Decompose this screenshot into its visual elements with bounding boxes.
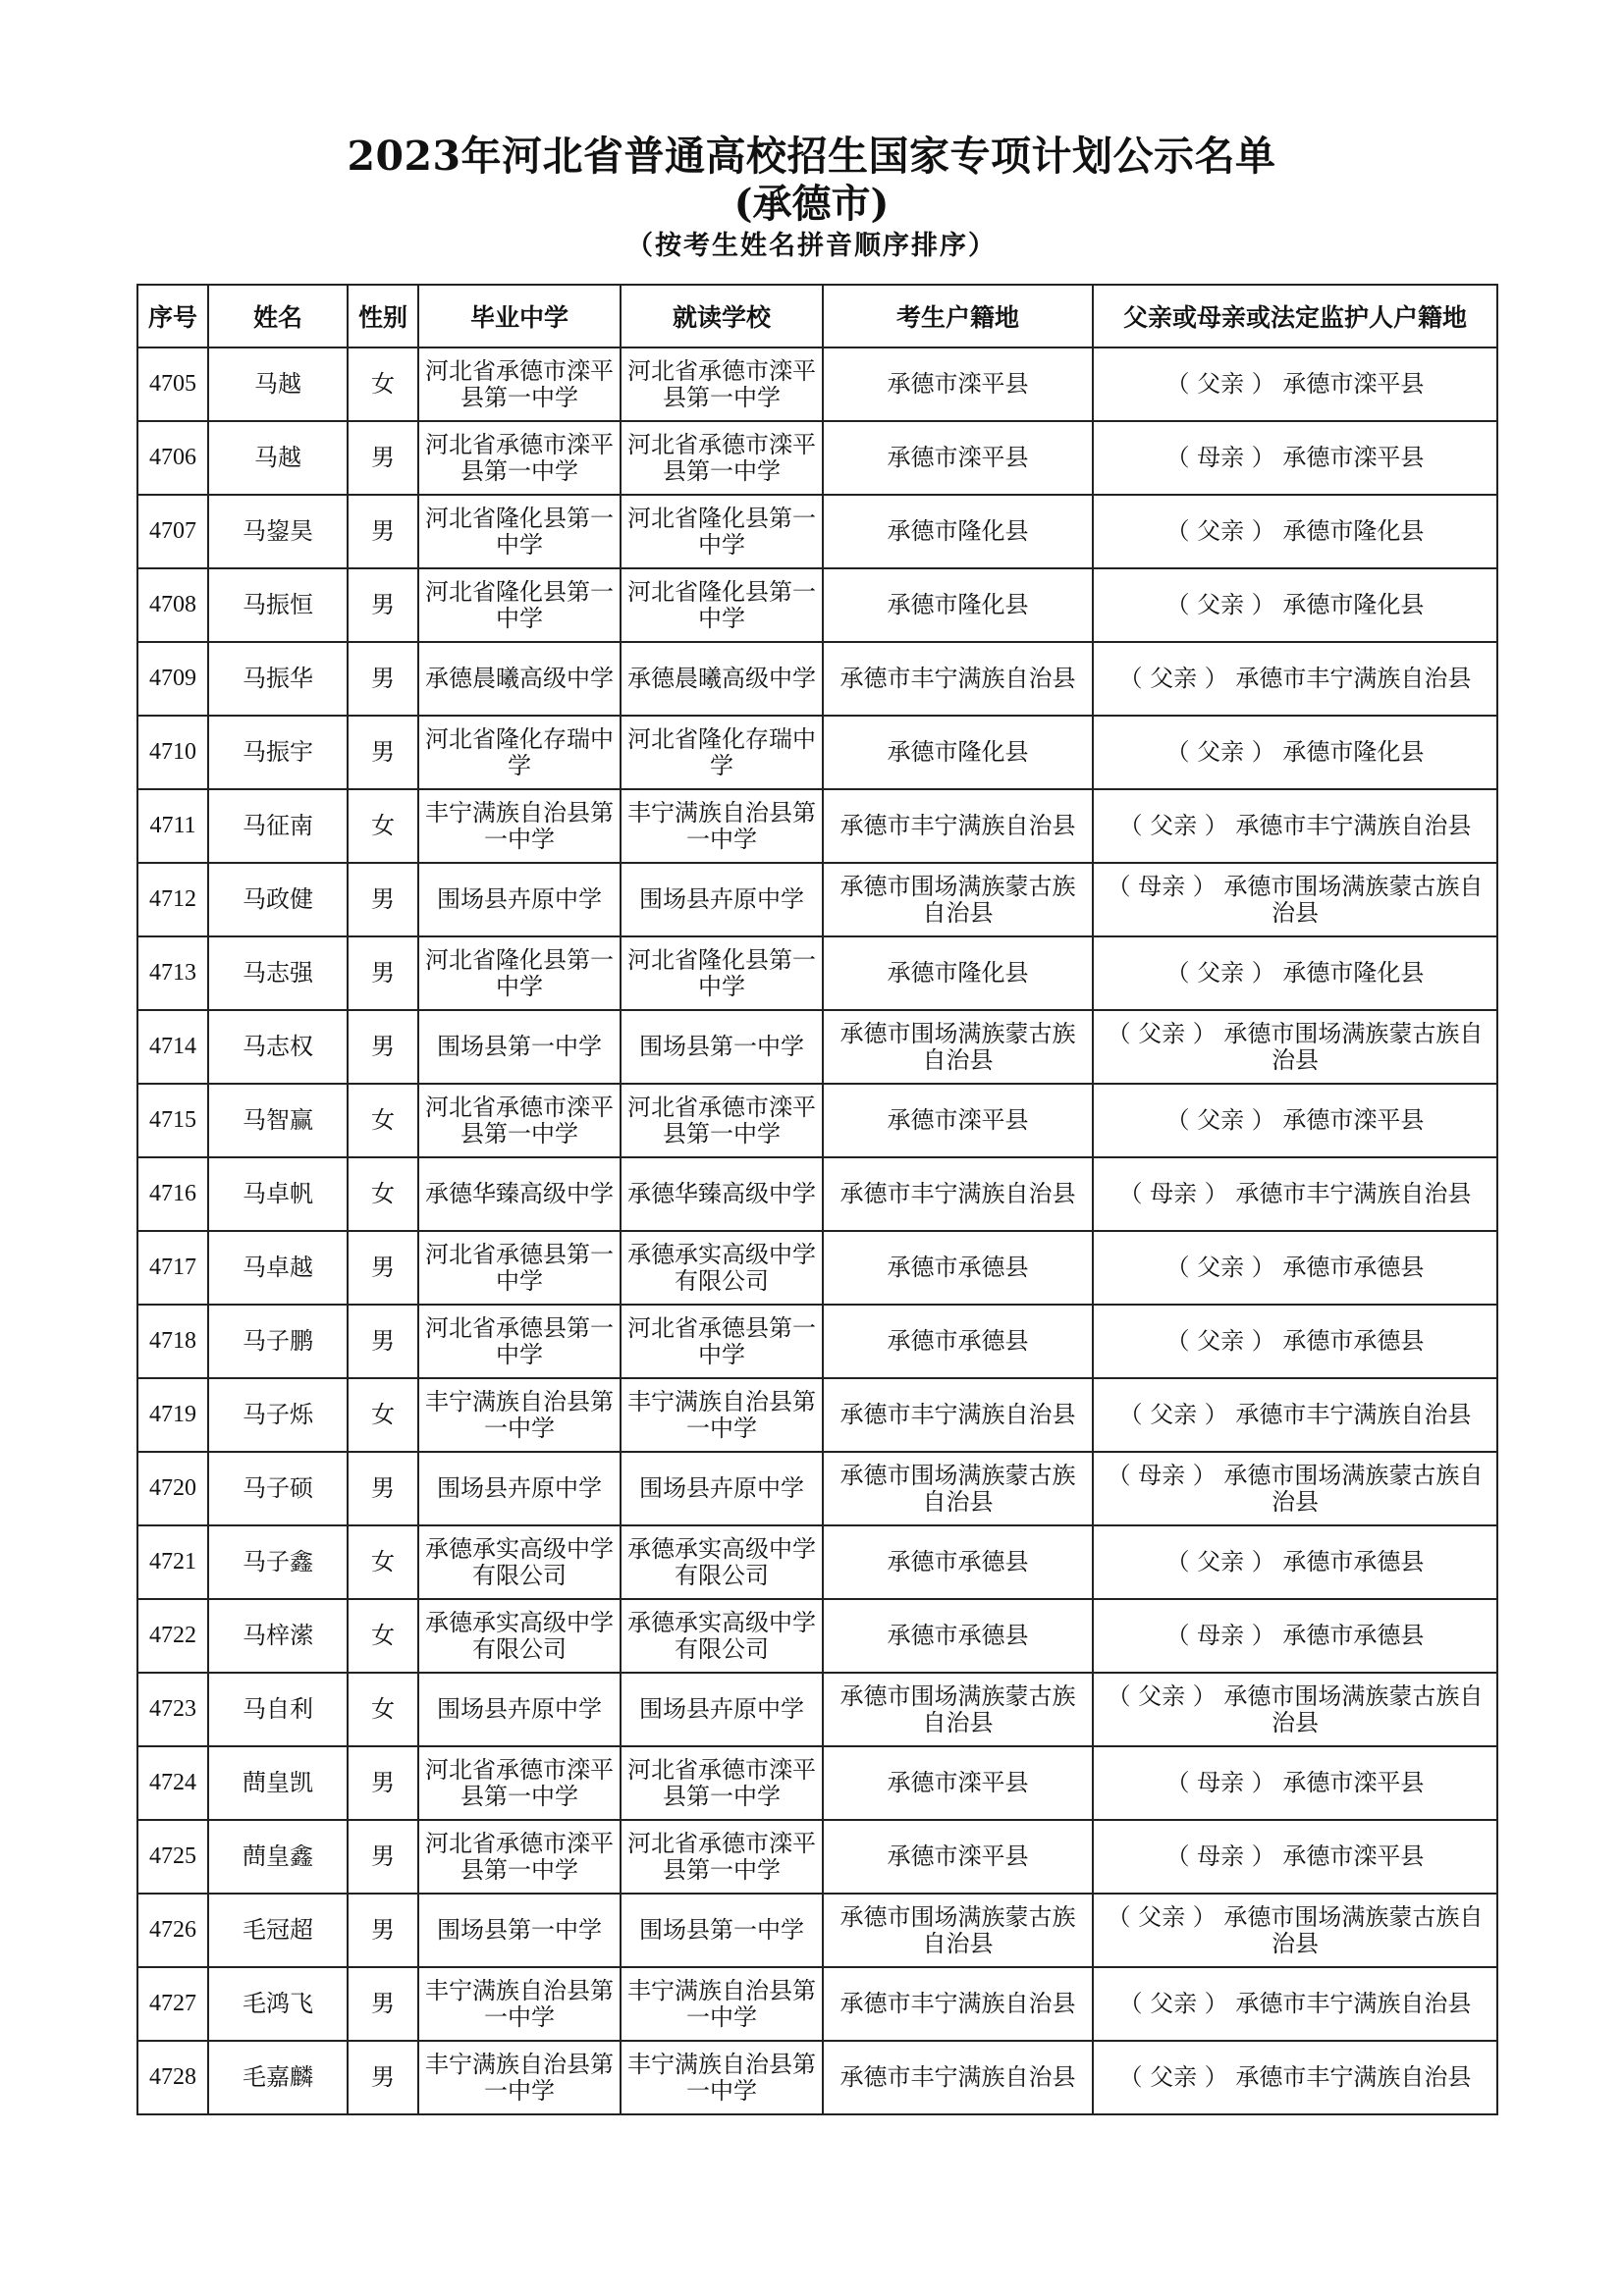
cell-index: 4721 <box>137 1525 208 1599</box>
cell-current-school: 河北省承德市滦平县第一中学 <box>621 1084 823 1157</box>
cell-current-school: 河北省隆化县第一中学 <box>621 495 823 568</box>
cell-index: 4708 <box>137 568 208 642</box>
cell-guardian-hukou: （ 父亲 ） 承德市隆化县 <box>1093 936 1497 1010</box>
header-name: 姓名 <box>208 285 348 347</box>
cell-gender: 男 <box>348 863 418 936</box>
cell-index: 4724 <box>137 1746 208 1820</box>
cell-graduated-school: 河北省承德市滦平县第一中学 <box>418 1746 621 1820</box>
table-row <box>137 1305 1497 1378</box>
header-current-school: 就读学校 <box>621 285 823 347</box>
cell-guardian-hukou: （ 父亲 ） 承德市丰宁满族自治县 <box>1093 1967 1497 2041</box>
cell-guardian-hukou: （ 父亲 ） 承德市隆化县 <box>1093 495 1497 568</box>
cell-current-school: 承德承实高级中学有限公司 <box>621 1599 823 1673</box>
cell-index: 4709 <box>137 642 208 716</box>
cell-gender: 男 <box>348 568 418 642</box>
cell-graduated-school: 丰宁满族自治县第一中学 <box>418 789 621 863</box>
cell-name: 马卓帆 <box>208 1157 348 1231</box>
table-row <box>137 863 1497 936</box>
cell-gender: 男 <box>348 642 418 716</box>
cell-guardian-hukou: （ 父亲 ） 承德市丰宁满族自治县 <box>1093 789 1497 863</box>
table-row <box>137 1231 1497 1305</box>
table-row <box>137 1378 1497 1452</box>
table-row <box>137 1746 1497 1820</box>
cell-graduated-school: 河北省承德市滦平县第一中学 <box>418 1084 621 1157</box>
table-row <box>137 1525 1497 1599</box>
cell-index: 4705 <box>137 347 208 421</box>
header-gender: 性别 <box>348 285 418 347</box>
cell-name: 马子鑫 <box>208 1525 348 1599</box>
sort-note: （按考生姓名拼音顺序排序） <box>626 231 997 261</box>
cell-index: 4707 <box>137 495 208 568</box>
cell-name: 马振恒 <box>208 568 348 642</box>
cell-gender: 女 <box>348 1525 418 1599</box>
cell-student-hukou: 承德市丰宁满族自治县 <box>823 642 1093 716</box>
page-subtitle: (承德市) <box>733 181 890 227</box>
cell-graduated-school: 丰宁满族自治县第一中学 <box>418 2041 621 2114</box>
cell-student-hukou: 承德市围场满族蒙古族自治县 <box>823 1673 1093 1746</box>
table-row <box>137 421 1497 495</box>
cell-student-hukou: 承德市承德县 <box>823 1599 1093 1673</box>
cell-graduated-school: 河北省承德市滦平县第一中学 <box>418 1820 621 1894</box>
cell-gender: 女 <box>348 1378 418 1452</box>
cell-current-school: 围场县卉原中学 <box>621 1673 823 1746</box>
cell-gender: 女 <box>348 1084 418 1157</box>
cell-guardian-hukou: （ 父亲 ） 承德市丰宁满族自治县 <box>1093 2041 1497 2114</box>
cell-graduated-school: 承德华臻高级中学 <box>418 1157 621 1231</box>
cell-guardian-hukou: （ 母亲 ） 承德市滦平县 <box>1093 421 1497 495</box>
cell-gender: 男 <box>348 1967 418 2041</box>
cell-name: 马自利 <box>208 1673 348 1746</box>
cell-guardian-hukou: （ 父亲 ） 承德市丰宁满族自治县 <box>1093 642 1497 716</box>
cell-name: 马振宇 <box>208 716 348 789</box>
cell-index: 4718 <box>137 1305 208 1378</box>
cell-gender: 女 <box>348 347 418 421</box>
table-row <box>137 347 1497 421</box>
table-row <box>137 1010 1497 1084</box>
cell-gender: 男 <box>348 1231 418 1305</box>
table-row <box>137 495 1497 568</box>
cell-graduated-school: 围场县卉原中学 <box>418 1673 621 1746</box>
cell-graduated-school: 河北省隆化县第一中学 <box>418 495 621 568</box>
cell-name: 马卓越 <box>208 1231 348 1305</box>
cell-gender: 男 <box>348 2041 418 2114</box>
cell-name: 马征南 <box>208 789 348 863</box>
cell-index: 4706 <box>137 421 208 495</box>
cell-guardian-hukou: （ 父亲 ） 承德市承德县 <box>1093 1231 1497 1305</box>
cell-guardian-hukou: （ 父亲 ） 承德市围场满族蒙古族自治县 <box>1093 1010 1497 1084</box>
cell-current-school: 丰宁满族自治县第一中学 <box>621 789 823 863</box>
cell-graduated-school: 河北省隆化存瑞中学 <box>418 716 621 789</box>
cell-name: 马梓潆 <box>208 1599 348 1673</box>
cell-name: 毛嘉麟 <box>208 2041 348 2114</box>
cell-student-hukou: 承德市承德县 <box>823 1305 1093 1378</box>
cell-student-hukou: 承德市隆化县 <box>823 716 1093 789</box>
cell-gender: 男 <box>348 1010 418 1084</box>
cell-name: 马子鹏 <box>208 1305 348 1378</box>
cell-index: 4715 <box>137 1084 208 1157</box>
cell-graduated-school: 河北省承德县第一中学 <box>418 1231 621 1305</box>
cell-gender: 女 <box>348 1157 418 1231</box>
cell-guardian-hukou: （ 父亲 ） 承德市隆化县 <box>1093 716 1497 789</box>
cell-index: 4710 <box>137 716 208 789</box>
table-row <box>137 1452 1497 1525</box>
cell-current-school: 河北省承德县第一中学 <box>621 1305 823 1378</box>
header-index: 序号 <box>137 285 208 347</box>
cell-gender: 女 <box>348 1673 418 1746</box>
table-row <box>137 2041 1497 2114</box>
table-row <box>137 1599 1497 1673</box>
cell-current-school: 丰宁满族自治县第一中学 <box>621 1378 823 1452</box>
roster-table <box>136 284 1498 2115</box>
cell-current-school: 河北省承德市滦平县第一中学 <box>621 347 823 421</box>
cell-index: 4720 <box>137 1452 208 1525</box>
cell-gender: 男 <box>348 421 418 495</box>
cell-current-school: 河北省承德市滦平县第一中学 <box>621 421 823 495</box>
cell-guardian-hukou: （ 母亲 ） 承德市围场满族蒙古族自治县 <box>1093 1452 1497 1525</box>
cell-name: 马政健 <box>208 863 348 936</box>
page-title: 2023年河北省普通高校招生国家专项计划公示名单 <box>347 133 1276 180</box>
cell-name: 马志权 <box>208 1010 348 1084</box>
cell-student-hukou: 承德市承德县 <box>823 1231 1093 1305</box>
cell-current-school: 围场县第一中学 <box>621 1010 823 1084</box>
cell-name: 蔄皇鑫 <box>208 1820 348 1894</box>
cell-student-hukou: 承德市围场满族蒙古族自治县 <box>823 1452 1093 1525</box>
cell-current-school: 河北省隆化存瑞中学 <box>621 716 823 789</box>
cell-student-hukou: 承德市滦平县 <box>823 1746 1093 1820</box>
table-row <box>137 1084 1497 1157</box>
cell-guardian-hukou: （ 父亲 ） 承德市围场满族蒙古族自治县 <box>1093 1894 1497 1967</box>
cell-graduated-school: 河北省承德县第一中学 <box>418 1305 621 1378</box>
cell-name: 马智赢 <box>208 1084 348 1157</box>
cell-student-hukou: 承德市隆化县 <box>823 568 1093 642</box>
cell-graduated-school: 河北省承德市滦平县第一中学 <box>418 347 621 421</box>
table-row <box>137 1894 1497 1967</box>
cell-current-school: 河北省承德市滦平县第一中学 <box>621 1746 823 1820</box>
cell-current-school: 承德晨曦高级中学 <box>621 642 823 716</box>
cell-graduated-school: 围场县卉原中学 <box>418 863 621 936</box>
cell-gender: 男 <box>348 936 418 1010</box>
cell-guardian-hukou: （ 父亲 ） 承德市承德县 <box>1093 1305 1497 1378</box>
cell-student-hukou: 承德市围场满族蒙古族自治县 <box>823 863 1093 936</box>
cell-graduated-school: 承德承实高级中学有限公司 <box>418 1599 621 1673</box>
cell-name: 马子烁 <box>208 1378 348 1452</box>
cell-graduated-school: 围场县第一中学 <box>418 1010 621 1084</box>
cell-graduated-school: 丰宁满族自治县第一中学 <box>418 1378 621 1452</box>
cell-current-school: 围场县第一中学 <box>621 1894 823 1967</box>
cell-index: 4726 <box>137 1894 208 1967</box>
cell-guardian-hukou: （ 母亲 ） 承德市丰宁满族自治县 <box>1093 1157 1497 1231</box>
cell-student-hukou: 承德市滦平县 <box>823 421 1093 495</box>
table-row <box>137 1673 1497 1746</box>
cell-current-school: 围场县卉原中学 <box>621 1452 823 1525</box>
cell-graduated-school: 围场县卉原中学 <box>418 1452 621 1525</box>
cell-name: 蔄皇凯 <box>208 1746 348 1820</box>
cell-name: 马越 <box>208 421 348 495</box>
cell-index: 4714 <box>137 1010 208 1084</box>
cell-name: 毛冠超 <box>208 1894 348 1967</box>
cell-current-school: 承德华臻高级中学 <box>621 1157 823 1231</box>
header-student-hukou: 考生户籍地 <box>823 285 1093 347</box>
cell-graduated-school: 丰宁满族自治县第一中学 <box>418 1967 621 2041</box>
cell-name: 马振华 <box>208 642 348 716</box>
cell-gender: 男 <box>348 1820 418 1894</box>
header-graduated-school: 毕业中学 <box>418 285 621 347</box>
table-row <box>137 789 1497 863</box>
cell-index: 4717 <box>137 1231 208 1305</box>
cell-name: 马鋆昊 <box>208 495 348 568</box>
cell-graduated-school: 围场县第一中学 <box>418 1894 621 1967</box>
cell-current-school: 承德承实高级中学有限公司 <box>621 1231 823 1305</box>
header-guardian-hukou: 父亲或母亲或法定监护人户籍地 <box>1093 285 1497 347</box>
cell-index: 4719 <box>137 1378 208 1452</box>
cell-student-hukou: 承德市围场满族蒙古族自治县 <box>823 1894 1093 1967</box>
cell-name: 毛鸿飞 <box>208 1967 348 2041</box>
cell-student-hukou: 承德市滦平县 <box>823 1084 1093 1157</box>
cell-index: 4712 <box>137 863 208 936</box>
cell-student-hukou: 承德市丰宁满族自治县 <box>823 1967 1093 2041</box>
cell-index: 4727 <box>137 1967 208 2041</box>
cell-graduated-school: 河北省承德市滦平县第一中学 <box>418 421 621 495</box>
cell-name: 马子硕 <box>208 1452 348 1525</box>
cell-guardian-hukou: （ 父亲 ） 承德市滦平县 <box>1093 347 1497 421</box>
cell-current-school: 围场县卉原中学 <box>621 863 823 936</box>
table-row <box>137 1157 1497 1231</box>
cell-gender: 男 <box>348 1305 418 1378</box>
cell-guardian-hukou: （ 母亲 ） 承德市承德县 <box>1093 1599 1497 1673</box>
table-row <box>137 568 1497 642</box>
cell-student-hukou: 承德市丰宁满族自治县 <box>823 789 1093 863</box>
cell-index: 4723 <box>137 1673 208 1746</box>
cell-graduated-school: 承德承实高级中学有限公司 <box>418 1525 621 1599</box>
cell-guardian-hukou: （ 父亲 ） 承德市滦平县 <box>1093 1084 1497 1157</box>
cell-student-hukou: 承德市丰宁满族自治县 <box>823 1157 1093 1231</box>
cell-name: 马志强 <box>208 936 348 1010</box>
cell-student-hukou: 承德市隆化县 <box>823 495 1093 568</box>
cell-current-school: 丰宁满族自治县第一中学 <box>621 2041 823 2114</box>
cell-graduated-school: 河北省隆化县第一中学 <box>418 568 621 642</box>
cell-index: 4716 <box>137 1157 208 1231</box>
cell-student-hukou: 承德市丰宁满族自治县 <box>823 2041 1093 2114</box>
cell-gender: 男 <box>348 1894 418 1967</box>
cell-current-school: 河北省隆化县第一中学 <box>621 936 823 1010</box>
cell-current-school: 河北省承德市滦平县第一中学 <box>621 1820 823 1894</box>
cell-guardian-hukou: （ 母亲 ） 承德市滦平县 <box>1093 1746 1497 1820</box>
cell-current-school: 承德承实高级中学有限公司 <box>621 1525 823 1599</box>
cell-student-hukou: 承德市滦平县 <box>823 347 1093 421</box>
cell-gender: 男 <box>348 1452 418 1525</box>
cell-name: 马越 <box>208 347 348 421</box>
cell-index: 4713 <box>137 936 208 1010</box>
table-row <box>137 1820 1497 1894</box>
cell-gender: 男 <box>348 1746 418 1820</box>
cell-student-hukou: 承德市隆化县 <box>823 936 1093 1010</box>
cell-index: 4711 <box>137 789 208 863</box>
cell-graduated-school: 承德晨曦高级中学 <box>418 642 621 716</box>
cell-current-school: 丰宁满族自治县第一中学 <box>621 1967 823 2041</box>
cell-index: 4728 <box>137 2041 208 2114</box>
cell-student-hukou: 承德市围场满族蒙古族自治县 <box>823 1010 1093 1084</box>
cell-gender: 女 <box>348 789 418 863</box>
cell-current-school: 河北省隆化县第一中学 <box>621 568 823 642</box>
cell-student-hukou: 承德市丰宁满族自治县 <box>823 1378 1093 1452</box>
table-row <box>137 936 1497 1010</box>
cell-guardian-hukou: （ 父亲 ） 承德市承德县 <box>1093 1525 1497 1599</box>
table-body <box>137 347 1497 2114</box>
cell-index: 4725 <box>137 1820 208 1894</box>
table-row <box>137 1967 1497 2041</box>
cell-student-hukou: 承德市承德县 <box>823 1525 1093 1599</box>
cell-graduated-school: 河北省隆化县第一中学 <box>418 936 621 1010</box>
cell-index: 4722 <box>137 1599 208 1673</box>
cell-gender: 女 <box>348 1599 418 1673</box>
cell-gender: 男 <box>348 495 418 568</box>
cell-guardian-hukou: （ 母亲 ） 承德市围场满族蒙古族自治县 <box>1093 863 1497 936</box>
cell-gender: 男 <box>348 716 418 789</box>
cell-guardian-hukou: （ 父亲 ） 承德市丰宁满族自治县 <box>1093 1378 1497 1452</box>
table-row <box>137 716 1497 789</box>
cell-guardian-hukou: （ 母亲 ） 承德市滦平县 <box>1093 1820 1497 1894</box>
cell-student-hukou: 承德市滦平县 <box>823 1820 1093 1894</box>
table-row <box>137 642 1497 716</box>
cell-guardian-hukou: （ 父亲 ） 承德市围场满族蒙古族自治县 <box>1093 1673 1497 1746</box>
header-row <box>137 285 1497 347</box>
cell-guardian-hukou: （ 父亲 ） 承德市隆化县 <box>1093 568 1497 642</box>
